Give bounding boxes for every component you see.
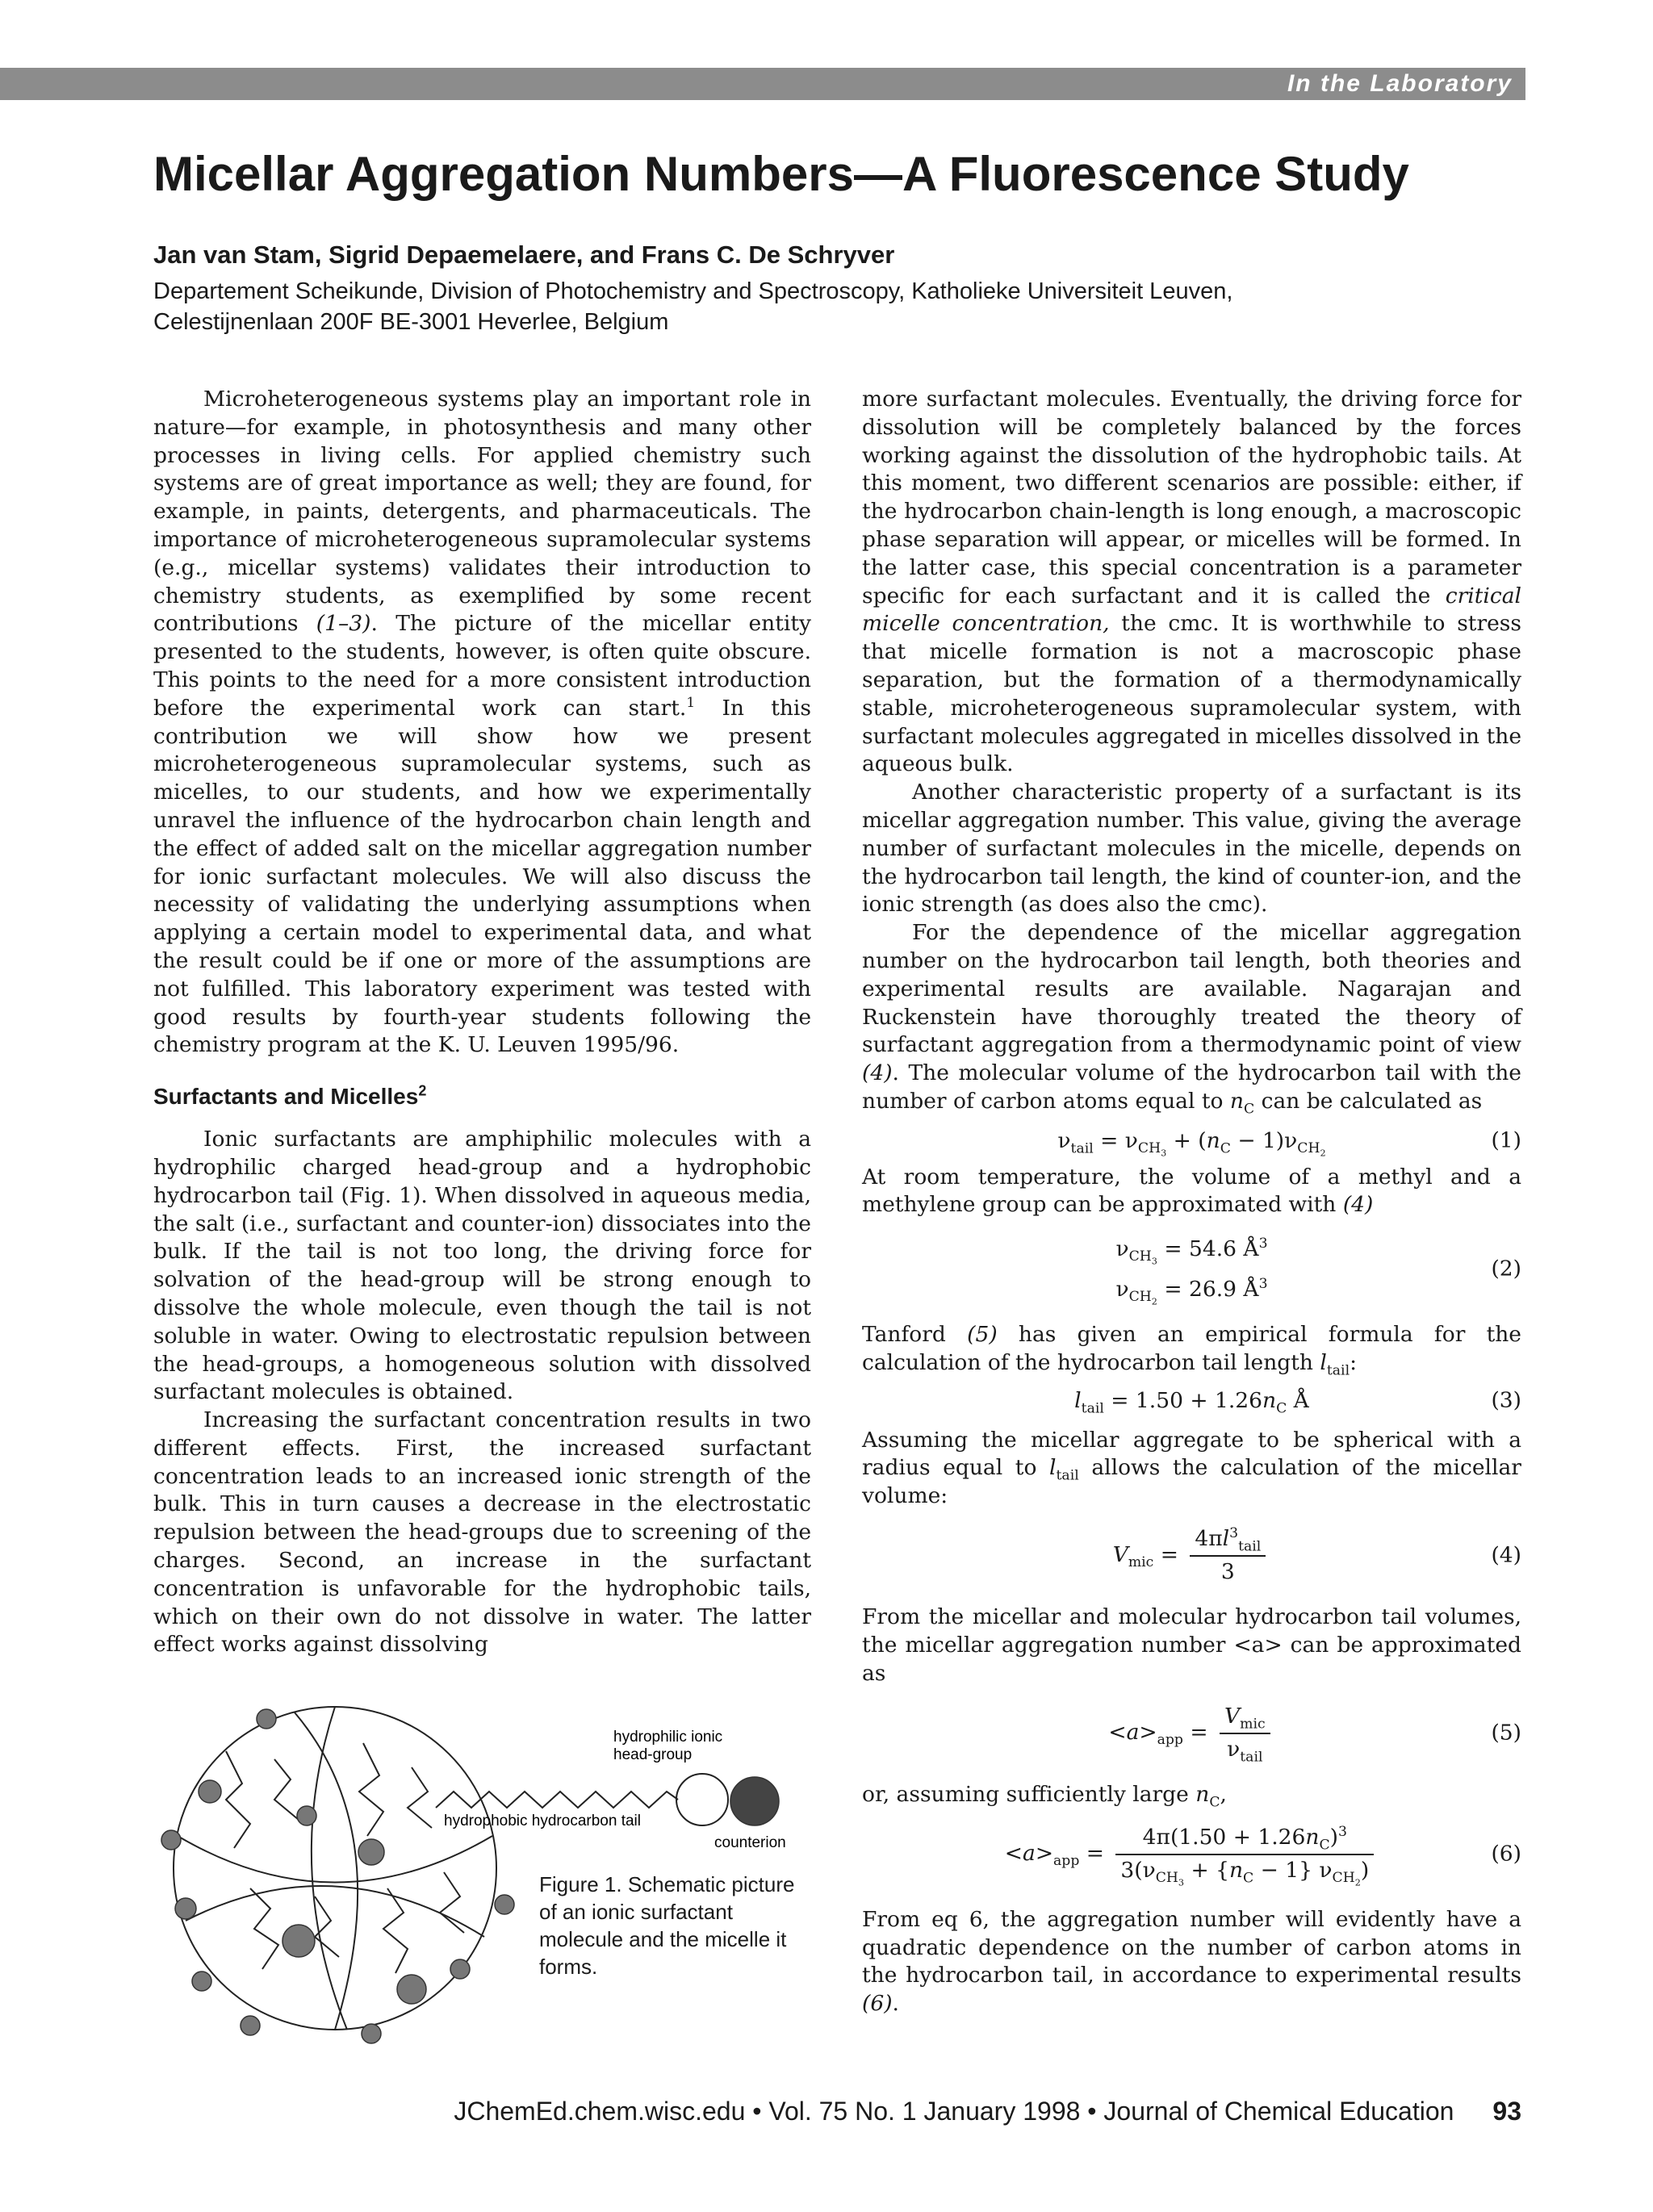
paragraph: Microheterogeneous systems play an important role in nature—for example, in photosynthesis and many other processes in living cells. For applied chemistry such systems are of great importance as well; they are found, for example, in paints, detergents, and pharmaceuticals. The importance of microheterogeneous supramolecular systems (e.g., micellar systems) validates their introduction to chemistry students, as exemplified by some recent contributions (1–3). The picture of the micellar entity presented to the students, however, is often quite obscure. This points to the need for a more consistent introduction before the experimental work can start.$^1$ In this contribution we will show how we present microheterogeneous supramolecular systems, such as micelles, to our students, and how we experimentally unravel the influence of the hydrocarbon chain length and the effect of added salt on the micellar aggregation number for ionic surfactant molecules. We will also discuss the necessity of validating the underlying assumptions when applying a certain model to experimental data, and what the result could be if one or more of the assumptions are not fulfilled. This laboratory experiment was tested with good results by fourth-year students following the chemistry program at the K. U. Leuven 1995/96. bbox=[153, 387, 811, 1058]
section-label: In the Laboratory bbox=[1287, 70, 1513, 97]
equation-4: $V_{mic}$ = $\frac{4\pi l^3_{tail}}{3}$ (4) bbox=[1112, 1525, 1521, 1584]
equation-number: (1) bbox=[1491, 1127, 1521, 1153]
paragraph: Increasing the surfactant concentration results in two different effects. First, the increased surfactant concentration leads to an increased ionic strength of the bulk. This in turn causes a decrease in the electrostatic repulsion between the head-groups due to screening of the charges. Second, an increase in the surfactant concentration is unfavorable for the hydrophobic tails, which on their own do not dissolve in water. The latter effect works against dissolving bbox=[153, 1407, 811, 1658]
paragraph: Ionic surfactants are amphiphilic molecules with a hydrophilic charged head-group and a hydrophobic hydrocarbon tail (Fig. 1). When dissolved in aqueous media, the salt (i.e., surfactant and counter-ion) dissociates into the bulk. If the tail is not too long, the driving force for solvation of the head-group will be strong enough to dissolve the whole molecule, even though the tail is not soluble in water. Owing to electrostatic repulsion between the head-groups, a homogeneous solution with dissolved surfactant molecules is obtained. bbox=[153, 1127, 811, 1405]
equation-6: $<a>_{app}$ = $\frac{4\pi(1.50 + 1.26n_C)^3}{3(\nu_{CH_3} + \{n_C - 1\} \nu_{CH_2})}$ (6) bbox=[1004, 1824, 1521, 1888]
paragraph: From eq 6, the aggregation number will evidently have a quadratic dependence on the number of carbon atoms in the hydrocarbon tail, in accordance to experimental results (6). bbox=[862, 1906, 1521, 2017]
paragraph: more surfactant molecules. Eventually, the driving force for dissolution will be completely balanced by the forces working against the dissolution of the hydrophobic tails. At this moment, two different scenarios are possible: either, if the hydrocarbon chain-length is long enough, a macroscopic phase separation will appear, or micelles will be formed. In the latter case, this special concentration is a parameter specific for each surfactant and it is called the critical micelle concentration, the cmc. It is worthwhile to stress that micelle formation is not a macroscopic phase separation, but the formation of a thermodynamically stable, microheterogeneous supramolecular system, with surfactant molecules aggregated in micelles dissolved in the aqueous bulk. bbox=[862, 387, 1521, 777]
page-footer bbox=[0, 2095, 1521, 2127]
right-column bbox=[862, 386, 1521, 2018]
equation-3: $l_{tail} = 1.50 + 1.26n_C$ Å (3) bbox=[1074, 1387, 1521, 1416]
equation-2: $\nu_{CH_3} = 54.6$ $Å^3$ $\nu_{CH_2} = 26.9$ $Å^3$ (2) bbox=[1115, 1236, 1521, 1307]
figure-label-tail: hydrophobic hydrocarbon tail bbox=[444, 1813, 641, 1829]
equation-number: (3) bbox=[1491, 1387, 1521, 1413]
equation-1: $\nu_{tail} = \nu_{CH_3} + (n_C - 1)\nu_{CH_2}$ (1) bbox=[1057, 1127, 1521, 1159]
page-number: 93 bbox=[1492, 2097, 1521, 2126]
section-band bbox=[0, 68, 1525, 100]
paragraph: For the dependence of the micellar aggregation number on the hydrocarbon tail length, both theories and experimental results are available. Nagarajan and Ruckenstein have thoroughly treated the theory of surfactant aggregation from a thermodynamic point of view (4). The molecular volume of the hydrocarbon tail with the number of carbon atoms equal to $n_C$ can be calculated as bbox=[862, 920, 1521, 1118]
figure-label-head: hydrophilic ionic bbox=[613, 1729, 723, 1746]
paragraph: From the micellar and molecular hydrocarbon tail volumes, the micellar aggregation number <a> can be approximated as bbox=[862, 1604, 1521, 1687]
figure-1 bbox=[153, 1670, 811, 2058]
paragraph: Another characteristic property of a surfactant is its micellar aggregation number. This value, giving the average number of surfactant molecules in the micelle, depends on the hydrocarbon tail length, the kind of counter-ion, and the ionic strength (as does also the cmc). bbox=[862, 780, 1521, 918]
micelle-diagram bbox=[153, 1670, 811, 2058]
section-heading: Surfactants and Micelles$^2$ bbox=[153, 1082, 427, 1110]
figure-label-counterion: counterion bbox=[714, 1834, 786, 1851]
equation-number: (2) bbox=[1491, 1256, 1521, 1282]
left-column bbox=[153, 386, 811, 1659]
paragraph: or, assuming sufficiently large $n_C$, bbox=[862, 1782, 1227, 1811]
affiliation bbox=[153, 276, 1364, 337]
affiliation-line-2: Celestijnenlaan 200F BE-3001 Heverlee, Belgium bbox=[153, 309, 669, 335]
equation-number: (5) bbox=[1491, 1720, 1521, 1746]
equation-number: (4) bbox=[1491, 1542, 1521, 1568]
article-title: Micellar Aggregation Numbers—A Fluorescence Study bbox=[153, 147, 1409, 201]
equation-5: $<a>_{app}$ = $\frac{V_{mic}}{\nu_{tail}}$ (5) bbox=[1108, 1703, 1521, 1765]
figure-caption: Figure 1. Schematic picture of an ionic surfactant molecule and the micelle it forms. bbox=[539, 1872, 795, 1979]
paragraph: Tanford (5) has given an empirical formula for the calculation of the hydrocarbon tail length $l_{tail}$: bbox=[862, 1322, 1521, 1379]
journal-info: JChemEd.chem.wisc.edu • Vol. 75 No. 1 January 1998 • Journal of Chemical Education bbox=[454, 2097, 1454, 2126]
paragraph: Assuming the micellar aggregate to be spherical with a radius equal to $l_{tail}$ allows the calculation of the micellar volume: bbox=[862, 1427, 1521, 1509]
equation-number: (6) bbox=[1491, 1841, 1521, 1867]
affiliation-line-1: Departement Scheikunde, Division of Photochemistry and Spectroscopy, Katholieke Universiteit Leuven, bbox=[153, 278, 1233, 304]
authors: Jan van Stam, Sigrid Depaemelaere, and Frans C. De Schryver bbox=[153, 240, 895, 269]
figure-label-head-2: head-group bbox=[613, 1746, 693, 1763]
paragraph: At room temperature, the volume of a methyl and a methylene group can be approximated with (4) bbox=[862, 1164, 1521, 1218]
